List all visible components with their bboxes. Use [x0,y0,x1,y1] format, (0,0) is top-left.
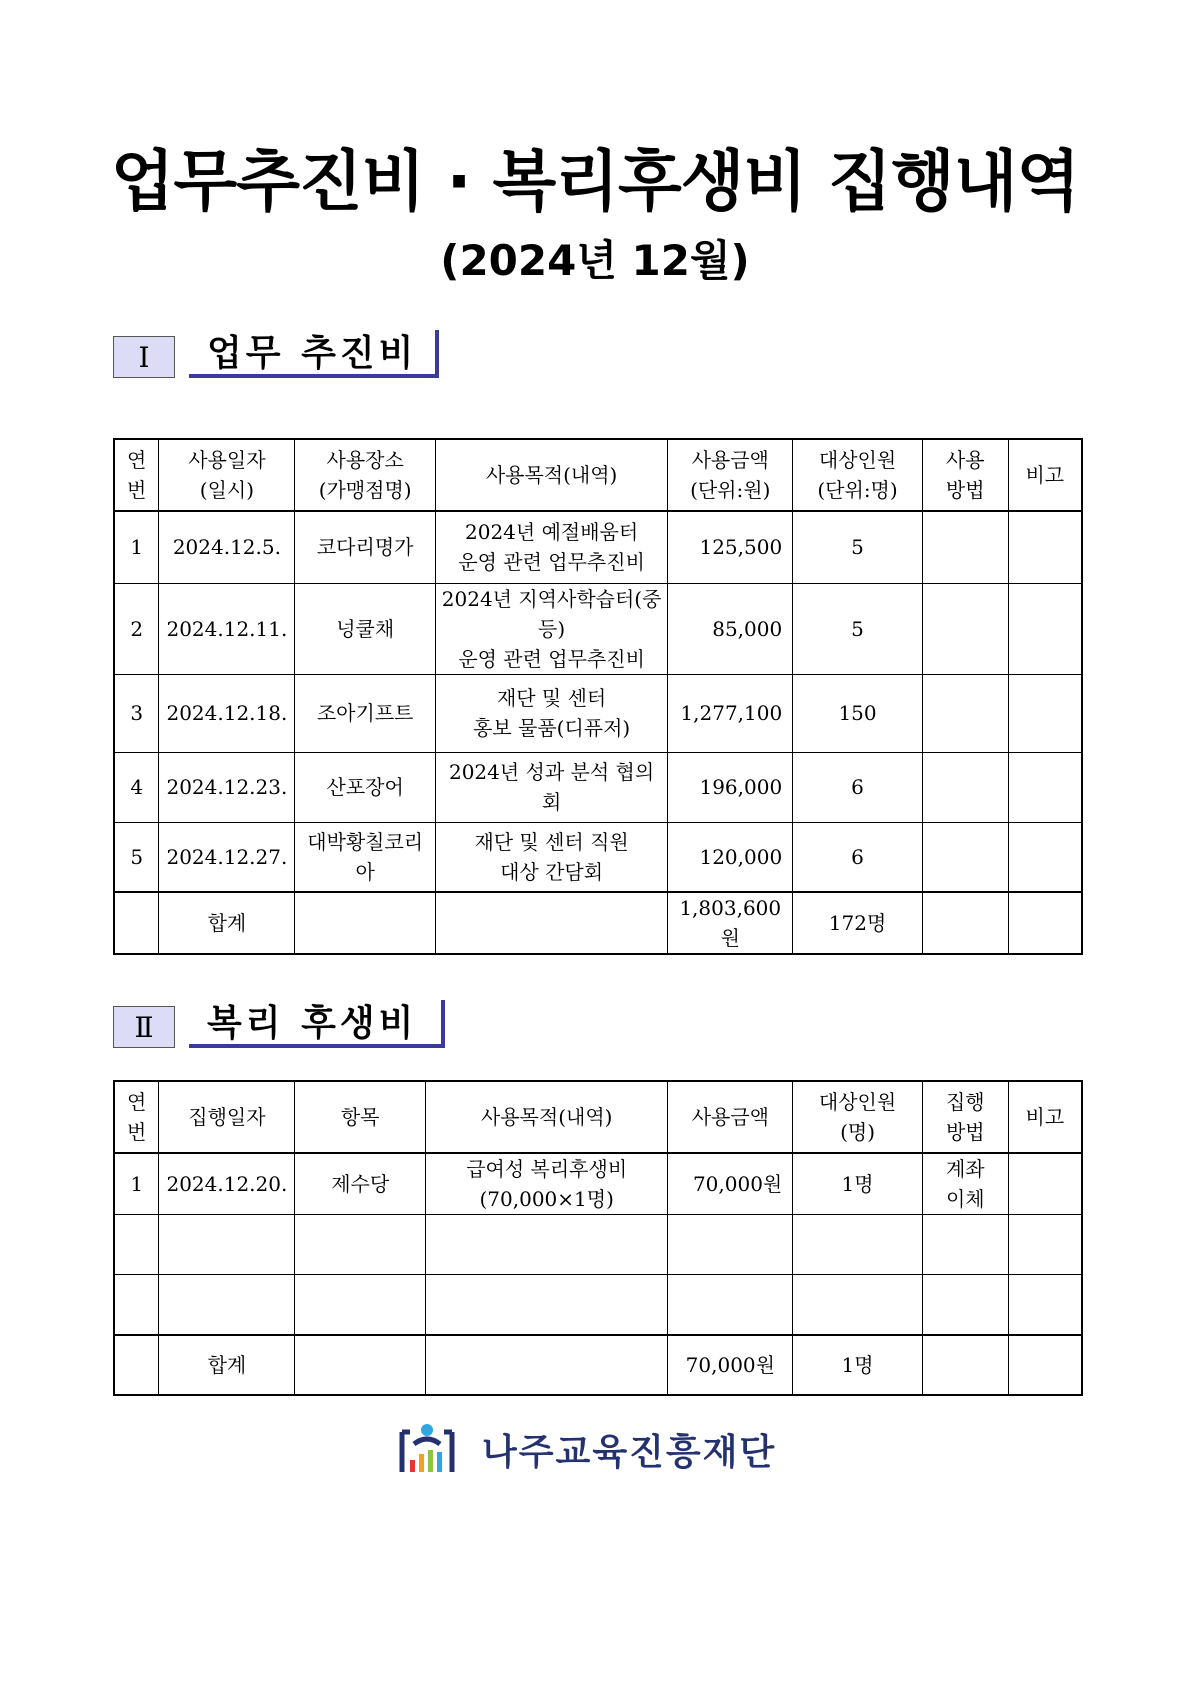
foundation-logo-icon [396,1422,458,1478]
header-cell [114,439,159,511]
empty-cell [1008,1215,1082,1275]
section1-header [113,330,453,382]
table-header-row [114,439,1082,511]
empty-cell [425,1215,667,1275]
header-cell-line: 대상인원 [818,448,897,472]
header-cell-line: 사용목적(내역) [485,463,618,487]
header-cell [159,439,295,511]
use-method [922,674,1008,752]
use-date: 2024.12.5. [159,511,295,583]
total-blank [114,892,159,954]
target-people: 5 [793,583,923,674]
empty-cell [668,1215,793,1275]
use-method [922,511,1008,583]
use-purpose-line: 급여성 복리후생비 [466,1157,628,1181]
use-purpose [435,674,667,752]
use-purpose [435,752,667,822]
exec-method-line: 이체 [945,1187,985,1211]
header-cell-line: (단위:명) [817,478,898,502]
header-cell [922,1081,1008,1153]
use-method [922,752,1008,822]
target-people: 6 [793,752,923,822]
total-row [114,1335,1082,1395]
use-purpose-line: 재단 및 센터 직원 [474,829,629,854]
item: 제수당 [295,1153,426,1215]
use-purpose [435,822,667,892]
total-blank [1008,892,1082,954]
total-amount: 1,803,600원 [668,892,793,954]
row-number: 1 [114,1153,159,1215]
use-purpose-line: 홍보 물품(디퓨저) [473,716,631,740]
use-purpose-line: 2024년 예절배움터 [465,520,639,545]
header-cell [295,1081,426,1153]
empty-row [114,1215,1082,1275]
header-cell-line: 사용목적(내역) [480,1105,613,1129]
use-purpose-line: 2024년 지역사학습터(중등) [441,586,662,641]
header-cell-line: 집행일자 [188,1105,266,1129]
total-blank [295,892,436,954]
use-purpose [425,1153,667,1215]
row-number: 1 [114,511,159,583]
header-cell [159,1081,295,1153]
use-amount: 85,000 [668,583,793,674]
note [1008,822,1082,892]
row-number: 2 [114,583,159,674]
table-row [114,822,1082,892]
total-blank [295,1335,426,1395]
empty-row [114,1275,1082,1335]
use-amount: 70,000원 [668,1153,793,1215]
header-cell [668,439,793,511]
header-cell-line: 항목 [340,1105,380,1129]
section2-number: Ⅱ [113,1006,175,1048]
business-expense-table [113,438,1083,955]
empty-cell [793,1215,923,1275]
header-cell-line: (단위:원) [690,478,771,502]
header-cell [114,1081,159,1153]
header-cell-line: 비고 [1025,463,1065,487]
use-purpose-line: 대상 간담회 [500,859,604,884]
empty-cell [159,1215,295,1275]
header-cell [1008,439,1082,511]
use-amount: 120,000 [668,822,793,892]
empty-cell [114,1275,159,1335]
use-purpose-line: (70,000×1명) [479,1187,614,1211]
use-amount: 196,000 [668,752,793,822]
header-cell-line: 사용금액 [691,448,769,472]
header-cell-line: 방법 [945,1120,985,1144]
foundation-logo [396,1420,816,1480]
total-blank [1008,1335,1082,1395]
note [1008,674,1082,752]
header-cell [793,439,923,511]
table-header-row [114,1081,1082,1153]
table-row [114,1153,1082,1215]
header-cell-line: 연 [127,448,147,472]
header-cell-line: 사용일자 [188,448,266,472]
section1-title: 업무 추진비 [189,330,439,378]
total-blank [435,892,667,954]
total-label: 합계 [159,1335,295,1395]
use-purpose-line: 운영 관련 업무추진비 [458,550,645,575]
header-cell-line: 사용장소 [326,448,404,472]
use-place: 넝쿨채 [295,583,436,674]
use-amount: 1,277,100 [668,674,793,752]
header-cell-line: 대상인원 [818,1090,897,1114]
header-cell [435,439,667,511]
page-title: 업무추진비 · 복리후생비 집행내역 [110,143,1080,220]
header-cell-line: 사용금액 [691,1105,769,1129]
use-purpose-line: 재단 및 센터 [496,686,607,710]
total-blank [922,892,1008,954]
total-people: 1명 [793,1335,923,1395]
use-place: 대박황칠코리아 [295,822,436,892]
total-amount: 70,000원 [668,1335,793,1395]
empty-cell [922,1275,1008,1335]
exec-method-line: 계좌 [945,1157,985,1181]
total-people: 172명 [793,892,923,954]
use-place: 코다리명가 [295,511,436,583]
exec-method [922,1153,1008,1215]
section2-header [113,1000,453,1052]
note [1008,1153,1082,1215]
empty-cell [295,1215,426,1275]
header-cell [1008,1081,1082,1153]
empty-cell [668,1275,793,1335]
target-people: 5 [793,511,923,583]
header-cell-line: 번 [127,478,147,502]
row-number: 5 [114,822,159,892]
header-cell-line: 집행 [945,1090,985,1114]
header-cell [922,439,1008,511]
use-date: 2024.12.27. [159,822,295,892]
target-people: 1명 [793,1153,923,1215]
page-subtitle: (2024년 12월) [440,236,750,285]
note [1008,511,1082,583]
header-cell-line: 연 [127,1090,147,1114]
table-row [114,583,1082,674]
use-amount: 125,500 [668,511,793,583]
table-row [114,674,1082,752]
empty-cell [159,1275,295,1335]
note [1008,752,1082,822]
header-cell [425,1081,667,1153]
header-cell-line: 방법 [945,478,985,502]
section2-title: 복리 후생비 [189,1000,445,1048]
use-date: 2024.12.11. [159,583,295,674]
empty-cell [114,1215,159,1275]
header-cell-line: (가맹점명) [318,478,412,502]
empty-cell [1008,1275,1082,1335]
header-cell-line: 번 [127,1120,147,1144]
header-cell-line: (일시) [199,478,255,502]
header-cell-line: 비고 [1025,1105,1065,1129]
table-row [114,752,1082,822]
empty-cell [793,1275,923,1335]
total-blank [922,1335,1008,1395]
total-row [114,892,1082,954]
empty-cell [425,1275,667,1335]
total-label: 합계 [159,892,295,954]
header-cell [295,439,436,511]
use-place: 조아기프트 [295,674,436,752]
header-cell-line: 사용 [945,448,985,472]
header-cell-line: (명) [840,1120,876,1144]
foundation-name: 나주교육진흥재단 [482,1432,777,1473]
header-cell [668,1081,793,1153]
use-purpose-line: 2024년 성과 분석 협의회 [448,760,655,814]
note [1008,583,1082,674]
use-date: 2024.12.23. [159,752,295,822]
empty-cell [922,1215,1008,1275]
target-people: 150 [793,674,923,752]
table-row [114,511,1082,583]
row-number: 4 [114,752,159,822]
total-blank [425,1335,667,1395]
section1-number: Ⅰ [113,336,175,378]
empty-cell [295,1275,426,1335]
row-number: 3 [114,674,159,752]
welfare-expense-table [113,1080,1083,1396]
use-purpose [435,583,667,674]
use-method [922,822,1008,892]
target-people: 6 [793,822,923,892]
use-date: 2024.12.18. [159,674,295,752]
use-method [922,583,1008,674]
header-cell [793,1081,923,1153]
use-purpose [435,511,667,583]
use-purpose-line: 운영 관련 업무추진비 [458,646,645,671]
use-place: 산포장어 [295,752,436,822]
total-blank [114,1335,159,1395]
exec-date: 2024.12.20. [159,1153,295,1215]
